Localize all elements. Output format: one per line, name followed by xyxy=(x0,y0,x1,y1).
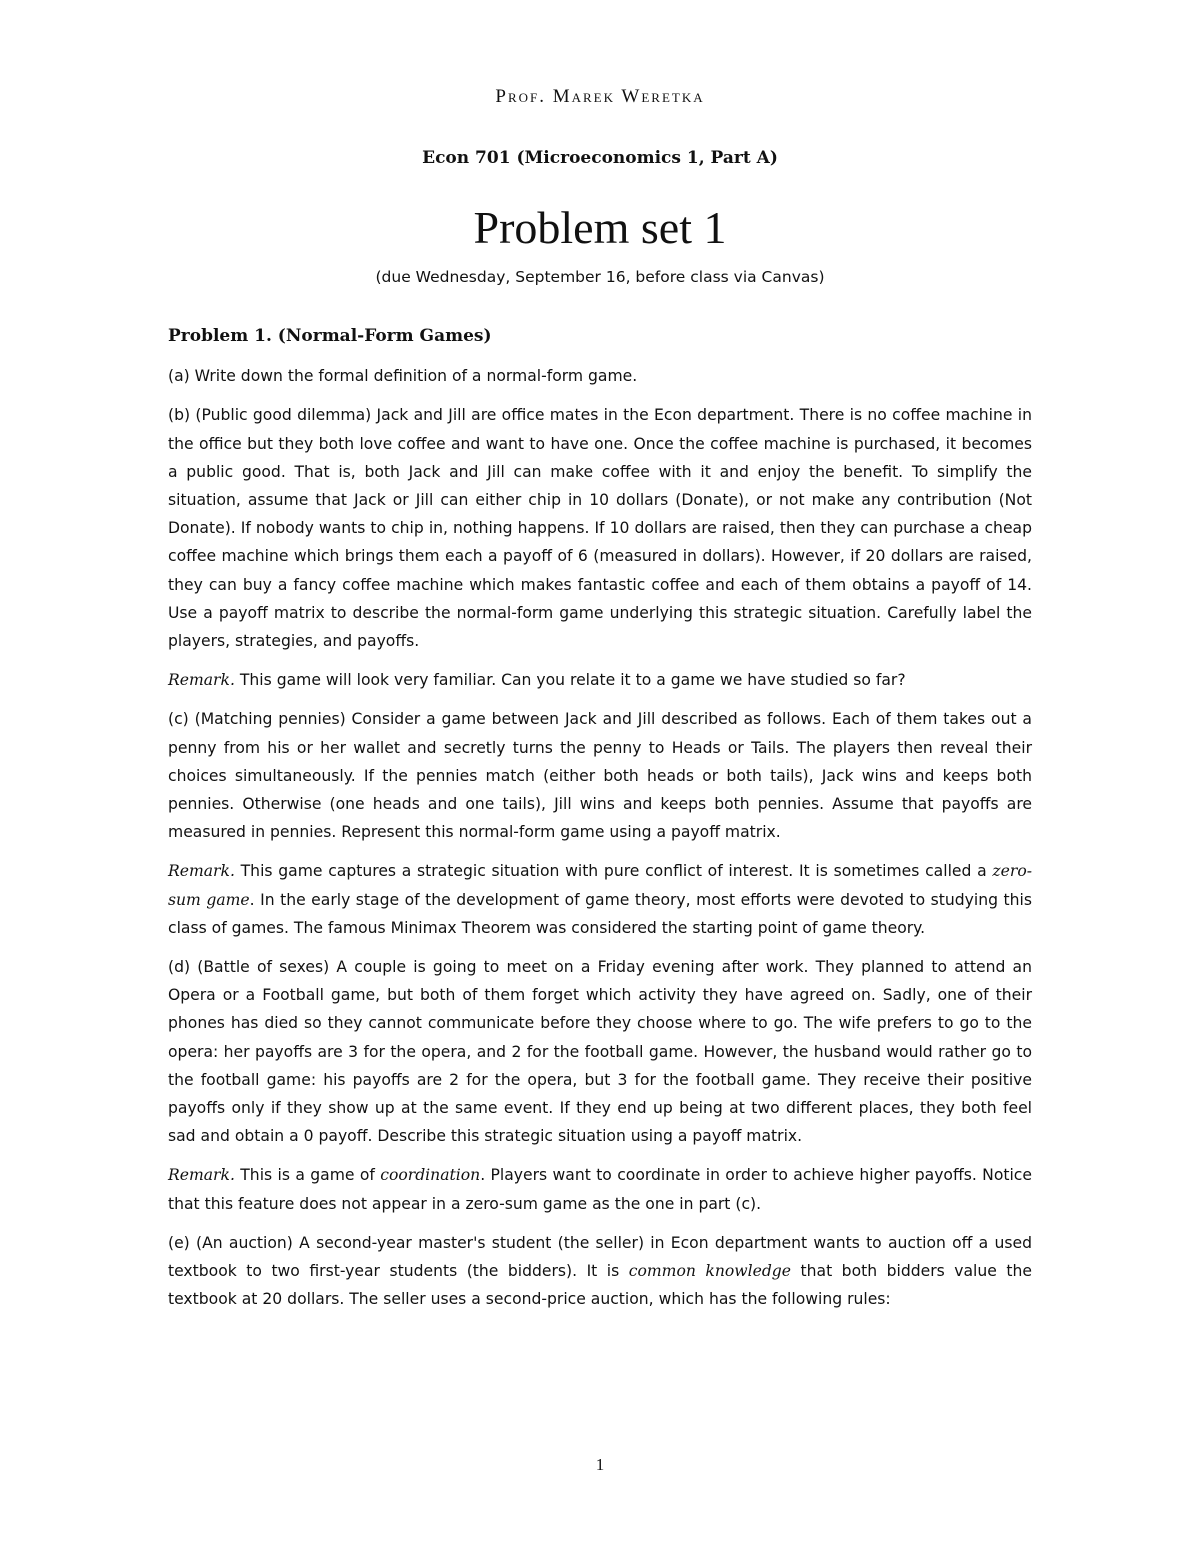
part-e xyxy=(168,1229,1032,1314)
remark-label: Remark. xyxy=(168,1166,235,1185)
remark-d-emphasis: coordination xyxy=(380,1166,481,1185)
remark-d xyxy=(168,1161,1032,1217)
document-body xyxy=(168,322,1032,1325)
remark-d-text-post: . Players want to coordinate in order to achieve higher payoffs. Notice that this feature does not appear in a zero-sum game as the one in part (c). xyxy=(168,1166,1032,1213)
remark-c xyxy=(168,857,1032,942)
remark-b-text: This game will look very familiar. Can you relate it to a game we have studied so far? xyxy=(239,671,906,690)
remark-label: Remark. xyxy=(168,671,235,690)
remark-b xyxy=(168,666,1032,694)
part-a: (a) Write down the formal definition of a normal-form game. xyxy=(168,367,638,386)
part-c: (c) (Matching pennies) Consider a game between Jack and Jill described as follows. Each of them takes out a penny from his or her wallet and secretly turns the penny to Heads or Tails. The players then reveal their choices simultaneously. If the pennies match (either both heads or both tails), Jack wins and keeps both pennies. Otherwise (one heads and one tails), Jill wins and keeps both pennies. Assume that payoffs are measured in pennies. Represent this normal-form game using a payoff matrix. xyxy=(168,710,1032,842)
document-title: Problem set 1 xyxy=(473,202,727,253)
remark-c-text-pre: This game captures a strategic situation with pure conflict of interest. It is sometimes called a xyxy=(240,862,987,881)
due-date: (due Wednesday, September 16, before class via Canvas) xyxy=(375,268,825,286)
page-number: 1 xyxy=(595,1455,605,1474)
part-e-emphasis: common knowledge xyxy=(628,1262,792,1281)
part-b: (b) (Public good dilemma) Jack and Jill are office mates in the Econ department. There is no coffee machine in the office but they both love coffee and want to have one. Once the coffee machine is purchased, it becomes a public good. That is, both Jack and Jill can make coffee with it and enjoy the benefit. To simplify the situation, assume that Jack or Jill can either chip in 10 dollars (Donate), or not make any contribution (Not Donate). If nobody wants to chip in, nothing happens. If 10 dollars are raised, then they can purchase a cheap coffee machine which brings them each a payoff of 6 (measured in dollars). However, if 20 dollars are raised, they can buy a fancy coffee machine which makes fantastic coffee and each of them obtains a payoff of 14. Use a payoff matrix to describe the normal-form game underlying this strategic situation. Carefully label the players, strategies, and payoffs. xyxy=(168,406,1032,651)
course-title: Econ 701 (Microeconomics 1, Part A) xyxy=(422,148,778,168)
part-d: (d) (Battle of sexes) A couple is going to meet on a Friday evening after work. They planned to attend an Opera or a Football game, but both of them forget which activity they have agreed on. Sadly, one of their phones has died so they cannot communicate before they choose where to go. The wife prefers to go to the opera: her payoffs are 3 for the opera, and 2 for the football game. However, the husband would rather go to the football game: his payoffs are 2 for the opera, but 3 for the football game. They receive their positive payoffs only if they show up at the same event. If they end up being at two different places, they both feel sad and obtain a 0 payoff. Describe this strategic situation using a payoff matrix. xyxy=(168,958,1032,1146)
remark-label: Remark. xyxy=(168,862,235,881)
problem-heading: Problem 1. (Normal-Form Games) xyxy=(168,326,492,346)
remark-d-text-pre: This is a game of xyxy=(240,1166,375,1185)
part-e-text-post: that both bidders value the textbook at 20 dollars. The seller uses a second-price auction, which has the following rules: xyxy=(168,1262,1032,1309)
part-e-text-pre: (e) (An auction) A second-year master's student (the seller) in Econ department wants to auction off a used textbook to two first-year students (the bidders). It is xyxy=(168,1233,1032,1281)
remark-c-text-post: . In the early stage of the development of game theory, most efforts were devoted to studying this class of games. The famous Minimax Theorem was considered the starting point of game theory. xyxy=(168,890,1032,937)
remark-c-emphasis: zero-sum game xyxy=(168,862,1032,909)
author-header: Prof. Marek Weretka xyxy=(495,86,705,107)
